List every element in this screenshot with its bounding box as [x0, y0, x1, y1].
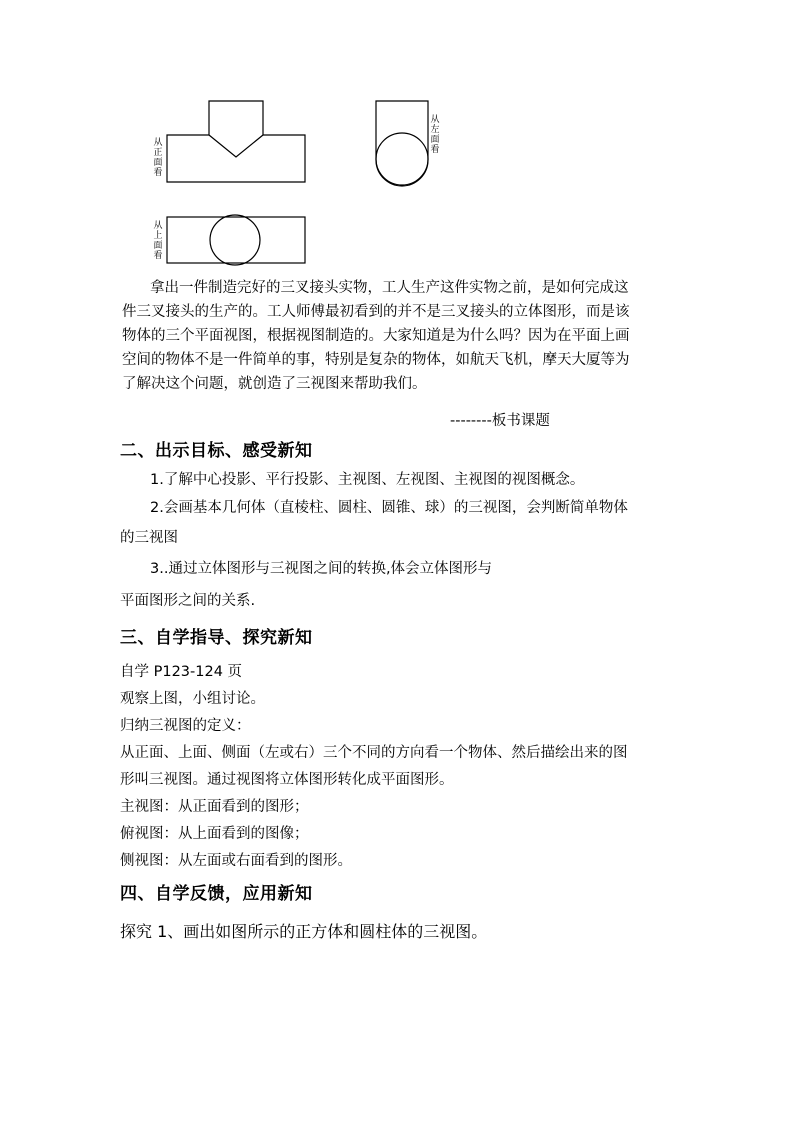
goal-item-3-line-1: 3..通过立体图形与三视图之间的转换,体会立体图形与	[150, 561, 493, 577]
goal-item-2-line-2: 的三视图	[120, 530, 178, 546]
summary-line: 归纳三视图的定义：	[120, 718, 251, 734]
intro-line-5: 了解决这个问题，就创造了三视图来帮助我们。	[122, 376, 427, 392]
top-view-label: 从上面看	[153, 221, 163, 261]
left-view-circle	[376, 133, 428, 185]
left-view-label: 从左面看	[430, 115, 440, 155]
explore-1: 探究 1、画出如图所示的正方体和圆柱体的三视图。	[120, 922, 488, 941]
definition-line-2: 形叫三视图。通过视图将立体图形转化成平面图形。	[120, 772, 454, 788]
section4-heading: 四、自学反馈，应用新知	[120, 884, 313, 904]
top-view-circle	[210, 215, 260, 265]
top-view-rect	[167, 217, 305, 263]
intro-line-1: 拿出一件制造完好的三叉接头实物，工人生产这件实物之前，是如何完成这	[150, 280, 629, 296]
goal-item-2-line-1: 2.会画基本几何体（直棱柱、圆柱、圆锥、球）的三视图，会判断简单物体	[150, 500, 628, 516]
board-note: --------板书课题	[450, 413, 550, 429]
definition-line-1: 从正面、上面、侧面（左或右）三个不同的方向看一个物体、然后描绘出来的图	[120, 745, 628, 761]
intro-line-4: 空间的物体不是一件简单的事，特别是复杂的物体，如航天飞机，摩天大厦等为	[122, 352, 630, 368]
intro-line-3: 物体的三个平面视图，根据视图制造的。大家知道是为什么吗？因为在平面上画	[122, 328, 630, 344]
section3-heading: 三、自学指导、探究新知	[120, 628, 313, 648]
left-view-shape	[376, 101, 428, 186]
front-view-def: 主视图：从正面看到的图形；	[120, 799, 309, 815]
top-view-def: 俯视图：从上面看到的图像；	[120, 826, 309, 842]
intro-line-2: 件三叉接头的生产的。工人师傅最初看到的并不是三叉接头的立体图形，而是该	[122, 304, 630, 320]
observe-line: 观察上图，小组讨论。	[120, 691, 265, 707]
section2-heading: 二、出示目标、感受新知	[120, 441, 313, 461]
side-view-def: 侧视图：从左面或右面看到的图形。	[120, 853, 352, 869]
goal-item-3-line-2: 平面图形之间的关系.	[120, 593, 256, 609]
front-view-shape	[167, 101, 305, 182]
goal-item-1: 1.了解中心投影、平行投影、主视图、左视图、主视图的视图概念。	[150, 472, 585, 488]
three-view-figures	[0, 0, 794, 270]
front-view-notch	[209, 135, 263, 157]
self-study-pages: 自学 P123-124 页	[120, 664, 243, 680]
front-view-label: 从正面看	[153, 138, 163, 178]
